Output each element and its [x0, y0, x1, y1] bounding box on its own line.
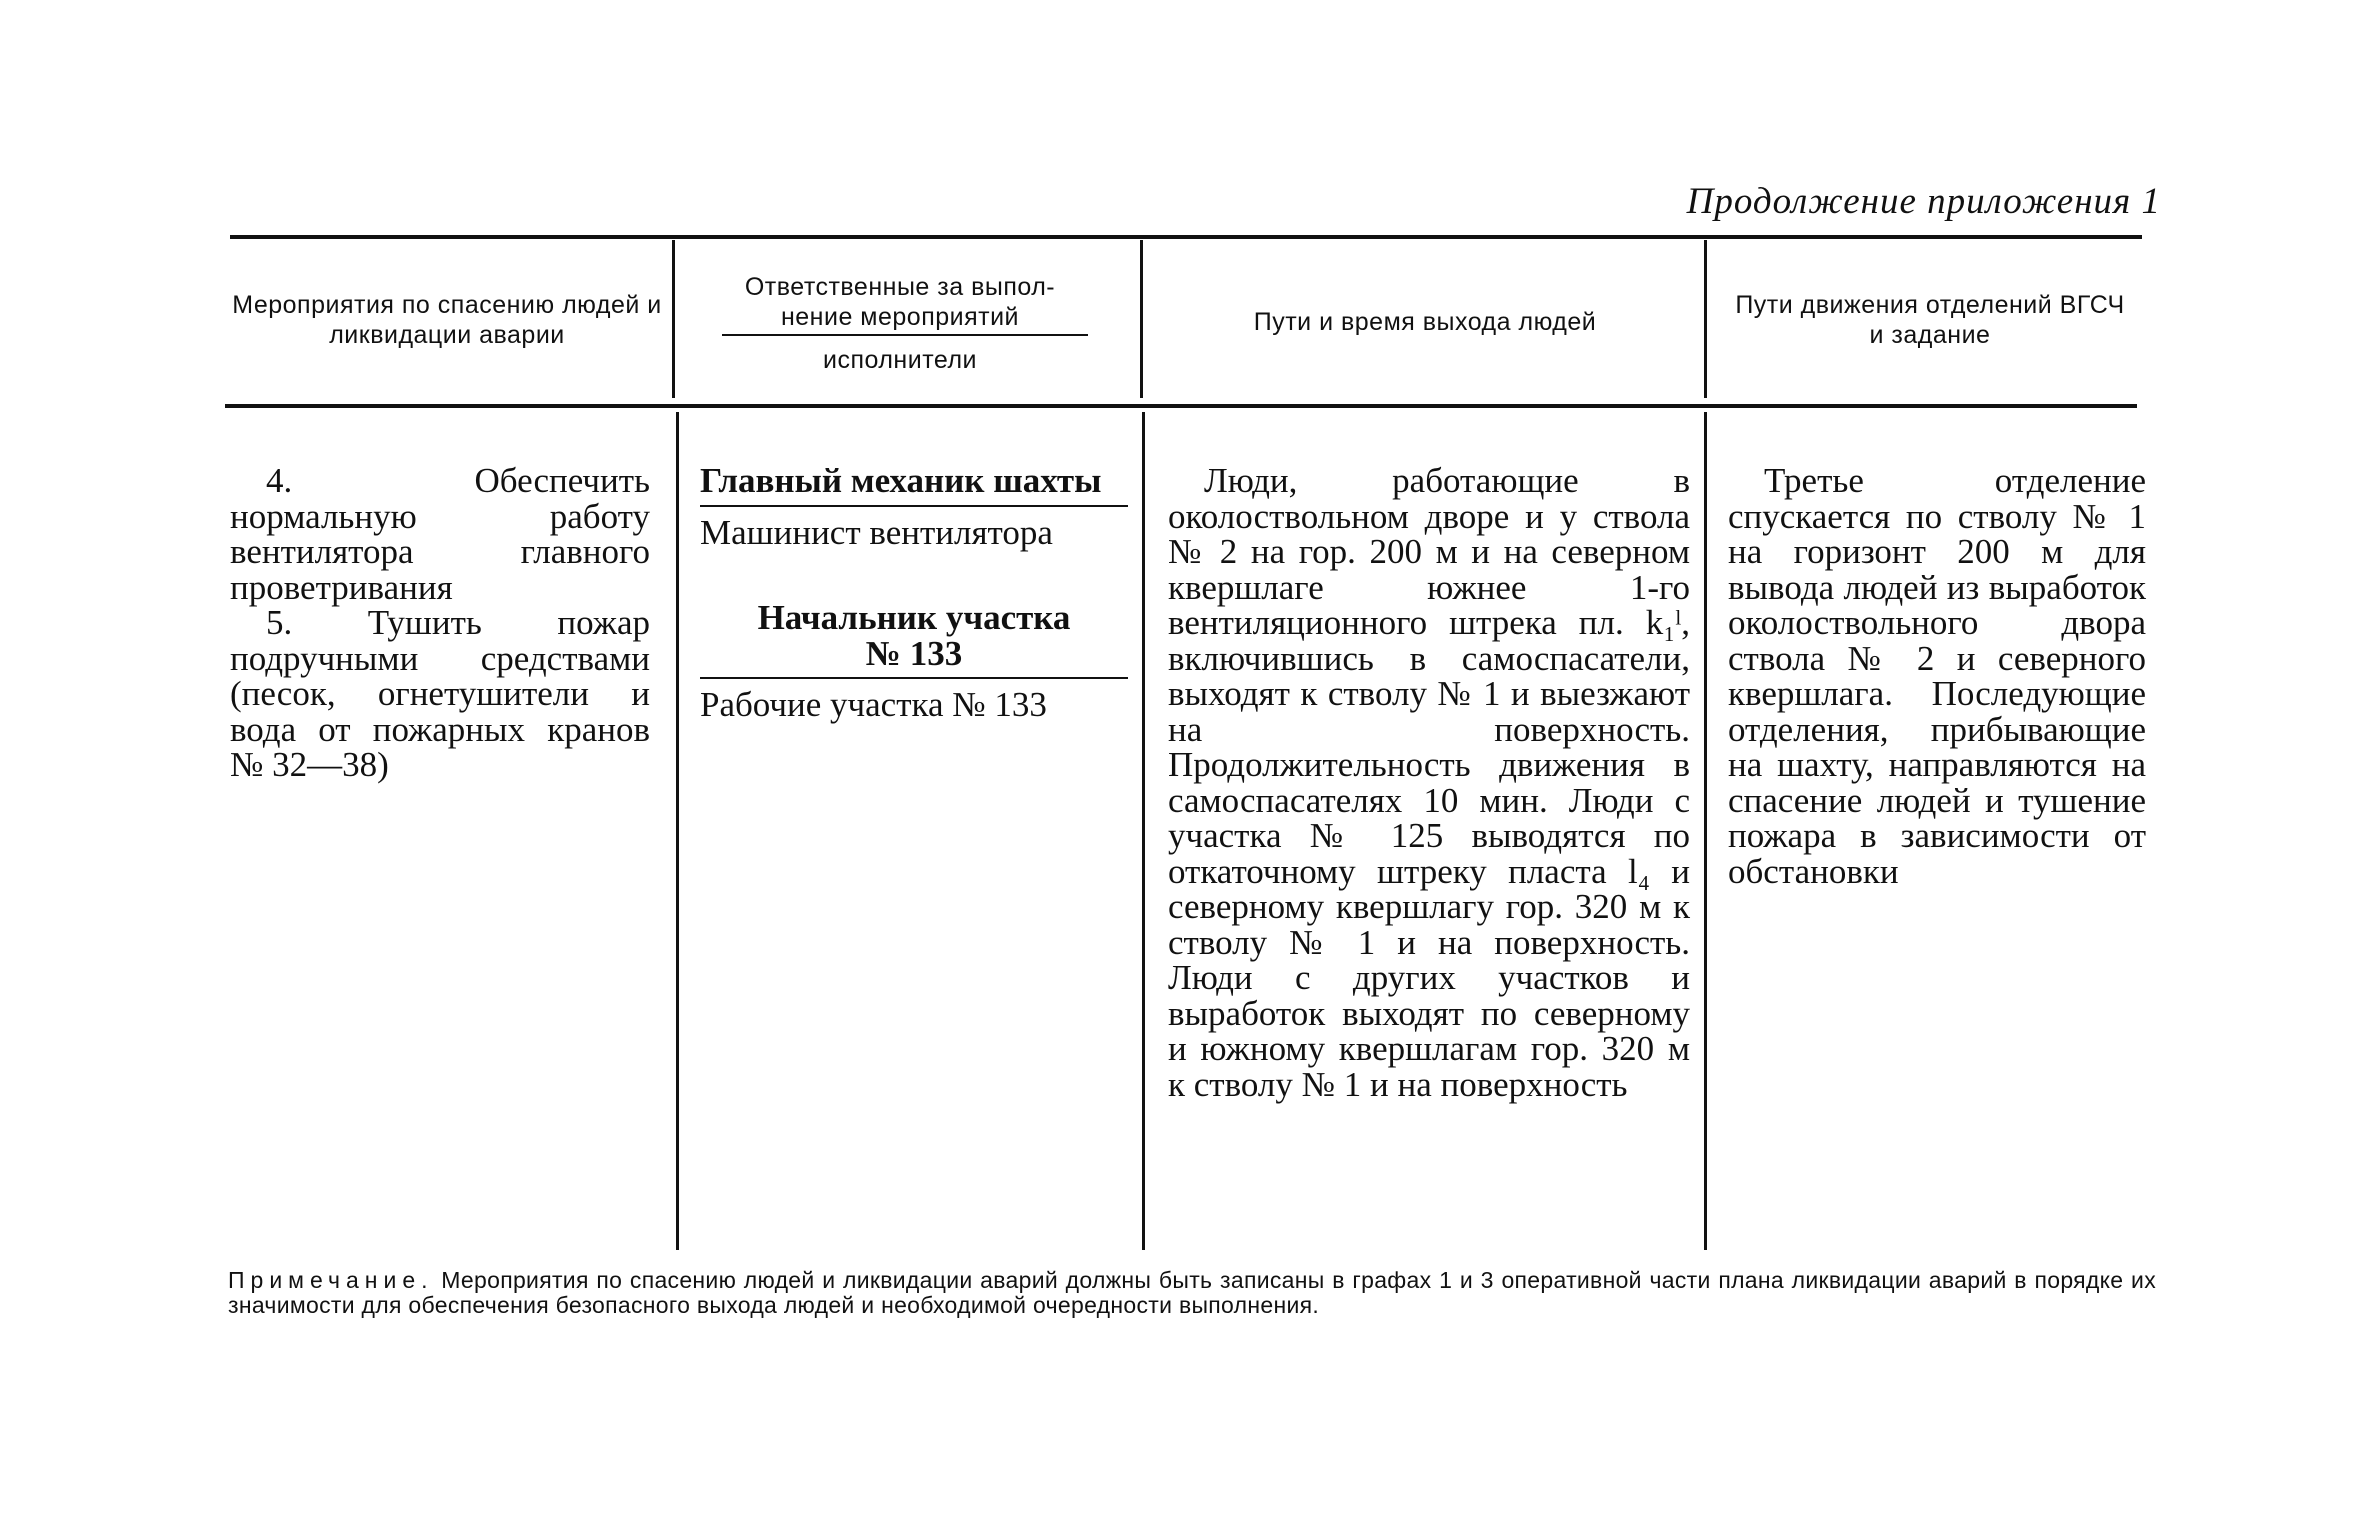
responsible-2-rule	[700, 677, 1128, 679]
col3-exit-routes	[1168, 463, 1690, 1102]
measure-item-4: 4. Обеспечить нормальную работу вентилятора главного проветривания	[230, 461, 650, 607]
column-divider-1	[672, 240, 675, 398]
exit-routes-text: Люди, работающие в околоствольном дворе и у ствола № 2 на гор. 200 м и на северном квершлаге южнее 1-го вентиляционного штрека пл. k₁ˡ, включившись в самоспасатели, выходят к стволу № 1 и выезжают на поверхность. Продолжительность движения в самоспасателях 10 мин. Люди с участка № 125 выводятся по откаточному штреку пласта l₄ и северному квершлагу гор. 320 м к стволу № 1 и на поверхность. Люди с других участков и выработок выходят по северному и южному квершлагам гор. 320 м к стволу № 1 и на поверхность	[1168, 461, 1690, 1104]
header-col1: Мероприятия по спасению людей и ликвидации аварии	[232, 291, 662, 349]
table-top-rule	[230, 235, 2142, 239]
continuation-label: Продолжение приложения 1	[1686, 181, 2161, 222]
footnote-text: Мероприятия по спасению людей и ликвидации аварий должны быть записаны в графах 1 и 3 оперативной части плана ликвидации аварий в порядке их значимости для обеспечения безопасного выхода людей и необходимой очередности выполнения.	[228, 1267, 2156, 1318]
rescue-routes-text: Третье отделение спускается по стволу № 1 на горизонт 200 м для вывода людей из выработок околоствольного двора ствола № 2 и северного квершлага. Последующие отделения, прибывающие на шахту, направляются на спасение людей и тушение пожара в зависимости от обстановки	[1728, 461, 2146, 891]
table-header-rule	[225, 404, 2137, 408]
column-divider-1-body	[676, 412, 679, 1250]
footnote	[228, 1268, 2156, 1318]
header-col2-bottom: исполнители	[822, 346, 977, 374]
responsible-1-rule	[700, 505, 1128, 507]
col4-rescue-routes	[1728, 463, 2146, 889]
executor-2: Рабочие участка № 133	[700, 685, 1047, 724]
col2-responsible	[700, 463, 1128, 723]
column-divider-2-body	[1142, 412, 1145, 1250]
footnote-label: Примечание.	[228, 1267, 434, 1293]
col1-measures	[230, 463, 650, 783]
header-col4: Пути движения отделений ВГСЧ и задание	[1735, 291, 2125, 349]
header-col3: Пути и время выхода людей	[1253, 308, 1597, 336]
column-divider-3-body	[1704, 412, 1707, 1250]
measure-item-5: 5. Тушить пожар подручными средствами (песок, огнетушители и вода от пожарных кранов № 32—38)	[230, 603, 650, 784]
column-divider-3	[1704, 240, 1707, 398]
executor-1: Машинист вентилятора	[700, 512, 1053, 552]
responsible-1: Главный механик шахты	[700, 461, 1102, 500]
header-col2-top: Ответственные за выпол-нение мероприятий	[744, 273, 1056, 331]
column-divider-2	[1140, 240, 1143, 398]
header-col2-rule	[722, 334, 1088, 336]
responsible-2: Начальник участка № 133	[757, 598, 1071, 673]
